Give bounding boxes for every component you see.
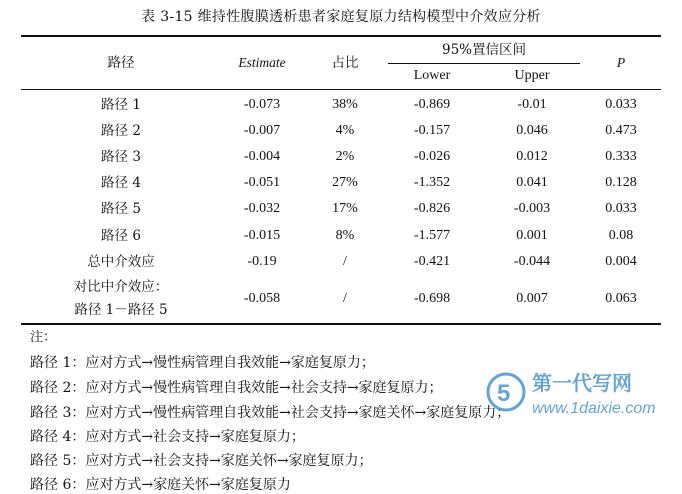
table-cell-percent: 4% (335, 123, 355, 138)
table-cell-p: 0.004 (605, 254, 637, 269)
header-percent: 占比 (331, 55, 359, 71)
watermark-text-cn: 第一代写网 (532, 371, 632, 395)
header-estimate: Estimate (238, 55, 286, 70)
table-cell-path: 路径 6 (101, 228, 141, 244)
table-cell-p: 0.333 (605, 149, 637, 164)
table-cell-upper: 0.001 (516, 228, 548, 243)
table-cell-path: 路径 1 (101, 97, 141, 113)
last-row-path-line2: 路径 1－路径 5 (74, 302, 168, 318)
table-cell-percent: 2% (335, 149, 355, 164)
table-cell-upper: 0.041 (516, 175, 548, 190)
note-line: 路径 6：应对方式→家庭关怀→家庭复原力 (30, 477, 291, 493)
table-cell-estimate: -0.051 (243, 175, 281, 190)
table-cell-lower: -1.577 (413, 228, 451, 243)
header-lower: Lower (413, 68, 451, 83)
table-cell-lower: -0.826 (413, 201, 451, 216)
table-cell-estimate: -0.004 (243, 149, 281, 164)
table-cell-lower: -0.421 (413, 254, 451, 269)
table-caption: 表 3-15 维持性腹膜透析患者家庭复原力结构模型中介效应分析 (141, 9, 541, 25)
table-cell-upper: 0.046 (516, 123, 548, 138)
table-cell-p: 0.473 (605, 123, 637, 138)
table-cell-upper: -0.003 (513, 201, 551, 216)
table-cell-path: 总中介效应 (87, 254, 155, 270)
table-cell-lower: -0.026 (413, 149, 451, 164)
last-row-estimate: -0.058 (243, 291, 281, 306)
last-row-p: 0.063 (605, 291, 637, 306)
table-cell-path: 路径 4 (101, 175, 141, 191)
table-top-rule (21, 35, 661, 37)
table-cell-estimate: -0.032 (243, 201, 281, 216)
table-cell-lower: -0.157 (413, 123, 451, 138)
table-cell-percent: 8% (335, 228, 355, 243)
table-cell-upper: 0.012 (516, 149, 548, 164)
table-cell-upper: -0.044 (513, 254, 551, 269)
note-line: 路径 2：应对方式→慢性病管理自我效能→社会支持→家庭复原力； (30, 380, 443, 396)
table-cell-lower: -1.352 (413, 175, 451, 190)
header-bottom-rule (21, 89, 661, 90)
last-row-lower: -0.698 (413, 291, 451, 306)
table-cell-path: 路径 5 (101, 201, 141, 217)
header-ci: 95%置信区间 (441, 42, 526, 58)
table-cell-percent: / (343, 254, 347, 269)
table-cell-estimate: -0.073 (243, 97, 281, 112)
last-row-percent: / (343, 291, 347, 306)
note-line: 路径 1：应对方式→慢性病管理自我效能→家庭复原力； (30, 355, 375, 371)
table-cell-p: 0.033 (605, 97, 637, 112)
table-cell-estimate: -0.015 (243, 228, 281, 243)
table-cell-p: 0.128 (605, 175, 637, 190)
watermark-number: 5 (497, 380, 511, 407)
table-cell-p: 0.08 (608, 228, 634, 243)
table-cell-path: 路径 3 (101, 149, 141, 165)
table-cell-percent: 27% (332, 175, 358, 190)
table-bottom-rule (21, 323, 661, 325)
table-cell-percent: 17% (332, 201, 358, 216)
ci-header-rule (388, 63, 580, 64)
notes-label: 注： (30, 330, 57, 345)
watermark-logo (484, 366, 674, 422)
header-p: P (616, 55, 626, 70)
watermark-text-en: www.1daixie.com (532, 400, 656, 417)
header-upper: Upper (514, 68, 550, 83)
table-cell-estimate: -0.007 (243, 123, 281, 138)
last-row-path-line1: 对比中介效应： (73, 279, 169, 295)
note-line: 路径 5：应对方式→社会支持→家庭关怀→家庭复原力； (30, 453, 373, 469)
note-line: 路径 3：应对方式→慢性病管理自我效能→社会支持→家庭关怀→家庭复原力； (30, 405, 511, 421)
table-cell-upper: -0.01 (517, 97, 547, 112)
header-path: 路径 (107, 55, 135, 71)
table-cell-path: 路径 2 (101, 123, 141, 139)
table-cell-lower: -0.869 (413, 97, 451, 112)
note-line: 路径 4：应对方式→社会支持→家庭复原力； (30, 429, 305, 445)
table-cell-estimate: -0.19 (247, 254, 277, 269)
last-row-upper: 0.007 (516, 291, 548, 306)
table-cell-p: 0.033 (605, 201, 637, 216)
table-cell-percent: 38% (332, 97, 358, 112)
